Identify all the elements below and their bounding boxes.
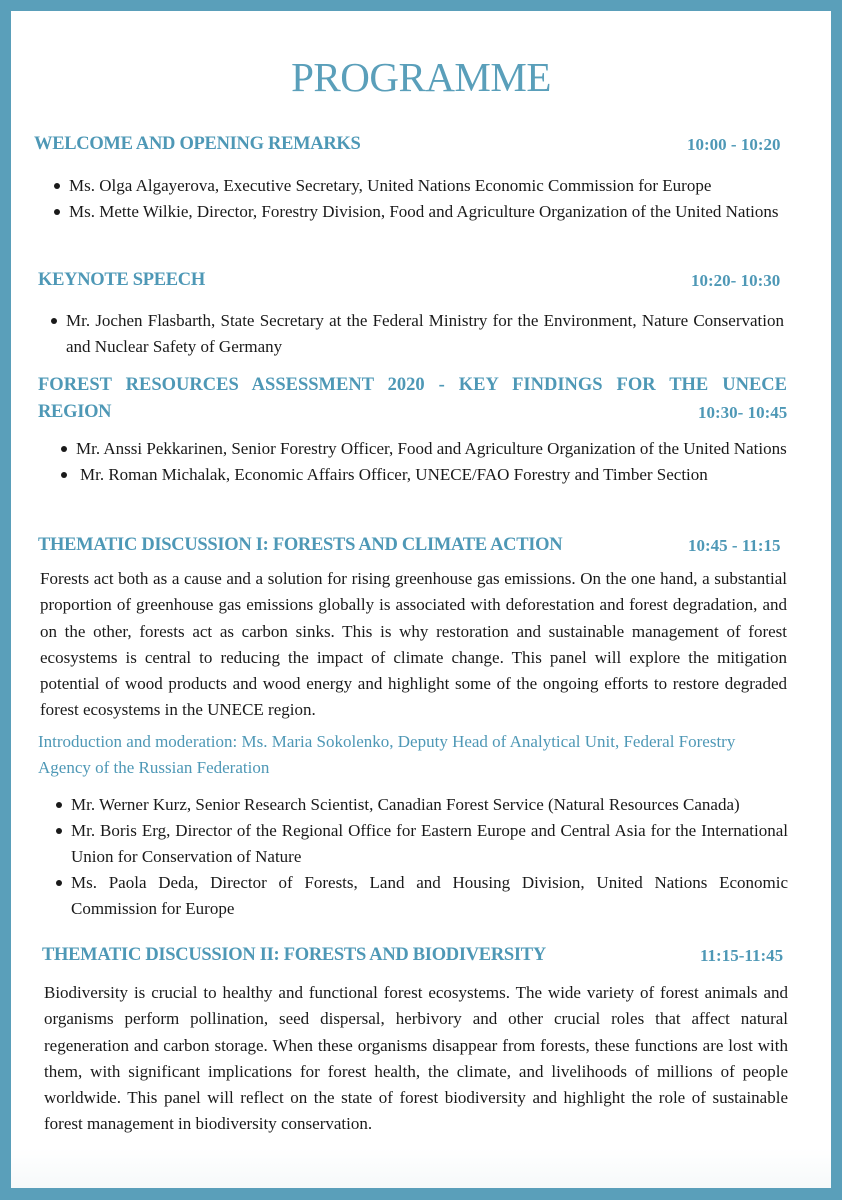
- page-bottom-shade: [11, 1148, 831, 1188]
- section-time-biodiversity: 11:15-11:45: [700, 946, 784, 965]
- page-title: PROGRAMME: [291, 54, 551, 100]
- section-heading-fra-cont: REGION: [38, 402, 112, 422]
- list-item: Mr. Jochen Flasbarth, State Secretary at the Federal Ministry for the Environment, Nature Conservation and Nuclear Safety of Germany: [66, 308, 784, 360]
- list-item: Mr. Werner Kurz, Senior Research Scientist, Canadian Forest Service (Natural Resources Canada): [71, 792, 788, 818]
- bullet-list-welcome: [69, 173, 787, 225]
- list-item: Ms. Mette Wilkie, Director, Forestry Division, Food and Agriculture Organization of the United Nations: [69, 199, 787, 225]
- list-item: Mr. Roman Michalak, Economic Affairs Officer, UNECE/FAO Forestry and Timber Section: [76, 462, 787, 488]
- section-time-keynote: 10:20- 10:30: [691, 271, 781, 290]
- section-heading-biodiversity: THEMATIC DISCUSSION II: FORESTS AND BIODIVERSITY: [42, 945, 546, 965]
- list-item: Mr. Anssi Pekkarinen, Senior Forestry Officer, Food and Agriculture Organization of the United Nations: [76, 436, 787, 462]
- section-heading-keynote: KEYNOTE SPEECH: [38, 270, 205, 290]
- document-page: [11, 11, 831, 1188]
- list-item: Ms. Olga Algayerova, Executive Secretary, United Nations Economic Commission for Europe: [69, 173, 787, 199]
- section-paragraph-climate: Forests act both as a cause and a solution for rising greenhouse gas emissions. On the one hand, a substantial proportion of greenhouse gas emissions globally is associated with deforestation and forest degradation, and on the other, forests act as carbon sinks. This is why restoration and sustainable management of forest ecosystems is central to reducing the impact of climate change. This panel will explore the mitigation potential of wood products and wood energy and highlight some of the ongoing efforts to restore degraded forest ecosystems in the UNECE region.: [40, 569, 787, 720]
- section-heading-fra: FOREST RESOURCES ASSESSMENT 2020 - KEY FINDINGS FOR THE UNECE: [38, 375, 787, 395]
- list-item: Ms. Paola Deda, Director of Forests, Land and Housing Division, United Nations Economic Commission for Europe: [71, 870, 788, 922]
- section-time-climate: 10:45 - 11:15: [688, 536, 781, 555]
- section-heading-welcome: WELCOME AND OPENING REMARKS: [34, 134, 361, 154]
- section-time-fra: 10:30- 10:45: [698, 403, 788, 422]
- list-item: Mr. Boris Erg, Director of the Regional Office for Eastern Europe and Central Asia for the International Union for Conservation of Nature: [71, 818, 788, 870]
- section-paragraph-biodiversity: Biodiversity is crucial to healthy and functional forest ecosystems. The wide variety of forest animals and organisms perform pollination, seed dispersal, herbivory and other crucial roles that affect natural regeneration and carbon storage. When these organisms disappear from forests, these functions are lost with them, with significant implications for forest health, the climate, and livelihoods of millions of people worldwide. This panel will reflect on the state of forest biodiversity and highlight the role of sustainable forest management in biodiversity conservation.: [44, 983, 788, 1134]
- bullet-list-fra: [76, 436, 787, 488]
- section-heading-climate: THEMATIC DISCUSSION I: FORESTS AND CLIMATE ACTION: [38, 535, 563, 555]
- section-time-welcome: 10:00 - 10:20: [687, 135, 781, 154]
- bullet-list-keynote: [66, 308, 784, 360]
- moderation-note: Introduction and moderation: Ms. Maria Sokolenko, Deputy Head of Analytical Unit, Federal Forestry Agency of the Russian Federation: [38, 732, 736, 777]
- bullet-list-climate: [71, 792, 788, 922]
